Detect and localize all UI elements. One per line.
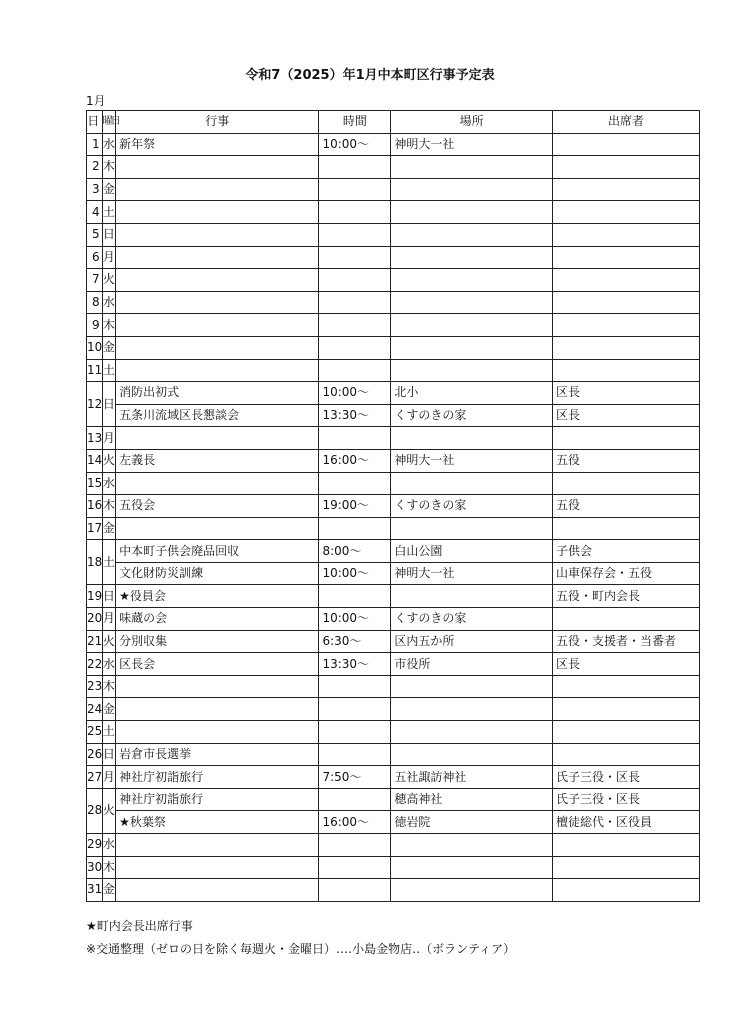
time-cell: 10:00～	[319, 562, 391, 585]
footnote-star: ★町内会長出席行事	[86, 919, 193, 933]
event-cell	[116, 359, 319, 382]
weekday-cell: 土	[102, 721, 116, 744]
event-cell	[116, 427, 319, 450]
attendees-cell	[552, 156, 699, 179]
time-cell: 6:30～	[319, 630, 391, 653]
event-cell: 味蔵の会	[116, 608, 319, 631]
place-cell	[391, 178, 553, 201]
table-row	[87, 201, 700, 224]
event-cell	[116, 517, 319, 540]
day-cell: 17	[87, 517, 103, 540]
header-day: 日	[87, 111, 103, 134]
weekday-cell: 金	[102, 336, 116, 359]
time-cell: 13:30～	[319, 653, 391, 676]
header-place: 場所	[391, 111, 553, 134]
day-cell: 4	[87, 201, 103, 224]
weekday-cell: 水	[102, 133, 116, 156]
table-row	[87, 291, 700, 314]
attendees-cell: 五役	[552, 495, 699, 518]
weekday-cell: 月	[102, 766, 116, 789]
header-row	[87, 111, 700, 134]
table-row	[87, 721, 700, 744]
weekday-cell: 水	[102, 834, 116, 857]
weekday-cell: 水	[102, 653, 116, 676]
table-row	[87, 178, 700, 201]
time-cell: 8:00～	[319, 540, 391, 563]
day-cell: 11	[87, 359, 103, 382]
place-cell	[391, 336, 553, 359]
place-cell: 白山公園	[391, 540, 553, 563]
attendees-cell	[552, 359, 699, 382]
attendees-cell	[552, 336, 699, 359]
header-weekday: 曜日	[102, 111, 116, 134]
weekday-cell: 日	[102, 743, 116, 766]
day-cell: 24	[87, 698, 103, 721]
day-cell: 26	[87, 743, 103, 766]
event-cell: 左義長	[116, 449, 319, 472]
table-row	[87, 449, 700, 472]
place-cell	[391, 291, 553, 314]
place-cell: 神明大一社	[391, 133, 553, 156]
weekday-cell: 金	[102, 517, 116, 540]
day-cell: 12	[87, 382, 103, 427]
table-row	[87, 856, 700, 879]
day-cell: 25	[87, 721, 103, 744]
place-cell: 市役所	[391, 653, 553, 676]
day-cell: 5	[87, 223, 103, 246]
place-cell	[391, 223, 553, 246]
place-cell: 穂高神社	[391, 788, 553, 811]
place-cell: くすのきの家	[391, 608, 553, 631]
event-cell	[116, 721, 319, 744]
attendees-cell: 五役・町内会長	[552, 585, 699, 608]
month-label: 1月	[86, 94, 106, 108]
event-cell: 神社庁初詣旅行	[116, 766, 319, 789]
day-cell: 10	[87, 336, 103, 359]
weekday-cell: 木	[102, 856, 116, 879]
attendees-cell	[552, 223, 699, 246]
weekday-cell: 水	[102, 472, 116, 495]
weekday-cell: 月	[102, 608, 116, 631]
day-cell: 31	[87, 879, 103, 902]
event-cell	[116, 178, 319, 201]
table-row	[87, 223, 700, 246]
place-cell	[391, 269, 553, 292]
time-cell	[319, 585, 391, 608]
time-cell: 7:50～	[319, 766, 391, 789]
attendees-cell: 氏子三役・区長	[552, 766, 699, 789]
attendees-cell	[552, 743, 699, 766]
attendees-cell: 区長	[552, 653, 699, 676]
place-cell	[391, 517, 553, 540]
weekday-cell: 日	[102, 382, 116, 427]
weekday-cell: 土	[102, 540, 116, 585]
attendees-cell	[552, 856, 699, 879]
place-cell: 神明大一社	[391, 562, 553, 585]
day-cell: 21	[87, 630, 103, 653]
day-cell: 20	[87, 608, 103, 631]
page-title: 令和7（2025）年1月中本町区行事予定表	[245, 68, 495, 83]
place-cell	[391, 585, 553, 608]
event-cell	[116, 156, 319, 179]
attendees-cell	[552, 133, 699, 156]
place-cell	[391, 834, 553, 857]
event-cell: 区長会	[116, 653, 319, 676]
weekday-cell: 金	[102, 879, 116, 902]
weekday-cell: 月	[102, 246, 116, 269]
event-cell	[116, 291, 319, 314]
weekday-cell: 木	[102, 314, 116, 337]
table-row	[87, 382, 700, 405]
event-cell	[116, 698, 319, 721]
time-cell	[319, 336, 391, 359]
day-cell: 9	[87, 314, 103, 337]
time-cell	[319, 743, 391, 766]
weekday-cell: 土	[102, 201, 116, 224]
day-cell: 8	[87, 291, 103, 314]
time-cell: 16:00～	[319, 449, 391, 472]
time-cell	[319, 223, 391, 246]
attendees-cell	[552, 721, 699, 744]
table-row	[87, 766, 700, 789]
attendees-cell: 氏子三役・区長	[552, 788, 699, 811]
attendees-cell	[552, 879, 699, 902]
day-cell: 27	[87, 766, 103, 789]
attendees-cell: 区長	[552, 404, 699, 427]
weekday-cell: 月	[102, 427, 116, 450]
attendees-cell	[552, 314, 699, 337]
time-cell: 10:00～	[319, 382, 391, 405]
time-cell	[319, 472, 391, 495]
event-cell: 五役会	[116, 495, 319, 518]
day-cell: 3	[87, 178, 103, 201]
table-row	[87, 540, 700, 563]
weekday-cell: 木	[102, 675, 116, 698]
place-cell: くすのきの家	[391, 495, 553, 518]
table-row	[87, 427, 700, 450]
table-row	[87, 517, 700, 540]
table-row	[87, 314, 700, 337]
place-cell: 区内五か所	[391, 630, 553, 653]
table-row	[87, 585, 700, 608]
attendees-cell: 山車保存会・五役	[552, 562, 699, 585]
attendees-cell: 五役	[552, 449, 699, 472]
table-row	[87, 359, 700, 382]
event-cell: 中本町子供会廃品回収	[116, 540, 319, 563]
header-attendees: 出席者	[552, 111, 699, 134]
day-cell: 14	[87, 449, 103, 472]
time-cell	[319, 201, 391, 224]
table-row	[87, 156, 700, 179]
day-cell: 16	[87, 495, 103, 518]
event-cell	[116, 269, 319, 292]
attendees-cell	[552, 675, 699, 698]
place-cell	[391, 472, 553, 495]
table-row	[87, 653, 700, 676]
event-cell: 新年祭	[116, 133, 319, 156]
place-cell	[391, 721, 553, 744]
event-cell	[116, 879, 319, 902]
time-cell	[319, 291, 391, 314]
place-cell	[391, 743, 553, 766]
day-cell: 28	[87, 788, 103, 833]
event-cell: 神社庁初詣旅行	[116, 788, 319, 811]
table-row	[87, 472, 700, 495]
place-cell	[391, 856, 553, 879]
event-cell	[116, 201, 319, 224]
place-cell: 北小	[391, 382, 553, 405]
weekday-cell: 火	[102, 449, 116, 472]
place-cell	[391, 427, 553, 450]
place-cell	[391, 675, 553, 698]
time-cell	[319, 675, 391, 698]
attendees-cell	[552, 472, 699, 495]
day-cell: 13	[87, 427, 103, 450]
attendees-cell	[552, 178, 699, 201]
weekday-cell: 日	[102, 585, 116, 608]
table-row	[87, 495, 700, 518]
weekday-cell: 火	[102, 630, 116, 653]
weekday-cell: 木	[102, 495, 116, 518]
attendees-cell	[552, 517, 699, 540]
attendees-cell	[552, 608, 699, 631]
table-row	[87, 608, 700, 631]
weekday-cell: 火	[102, 788, 116, 833]
schedule-body	[87, 133, 700, 901]
table-row	[87, 811, 700, 834]
place-cell: 神明大一社	[391, 449, 553, 472]
place-cell	[391, 359, 553, 382]
day-cell: 19	[87, 585, 103, 608]
place-cell	[391, 698, 553, 721]
place-cell	[391, 879, 553, 902]
weekday-cell: 土	[102, 359, 116, 382]
table-row	[87, 269, 700, 292]
attendees-cell	[552, 698, 699, 721]
day-cell: 15	[87, 472, 103, 495]
place-cell	[391, 201, 553, 224]
table-row	[87, 743, 700, 766]
time-cell	[319, 856, 391, 879]
day-cell: 30	[87, 856, 103, 879]
weekday-cell: 金	[102, 698, 116, 721]
event-cell	[116, 223, 319, 246]
day-cell: 6	[87, 246, 103, 269]
time-cell: 10:00～	[319, 608, 391, 631]
attendees-cell	[552, 269, 699, 292]
day-cell: 22	[87, 653, 103, 676]
event-cell	[116, 834, 319, 857]
attendees-cell: 区長	[552, 382, 699, 405]
day-cell: 2	[87, 156, 103, 179]
event-cell: 文化財防災訓練	[116, 562, 319, 585]
time-cell: 16:00～	[319, 811, 391, 834]
table-row	[87, 834, 700, 857]
place-cell	[391, 246, 553, 269]
time-cell	[319, 517, 391, 540]
time-cell	[319, 788, 391, 811]
event-cell	[116, 246, 319, 269]
table-row	[87, 404, 700, 427]
attendees-cell	[552, 427, 699, 450]
event-cell	[116, 336, 319, 359]
attendees-cell	[552, 246, 699, 269]
header-event: 行事	[116, 111, 319, 134]
weekday-cell: 水	[102, 291, 116, 314]
attendees-cell: 子供会	[552, 540, 699, 563]
event-cell: 分別収集	[116, 630, 319, 653]
day-cell: 29	[87, 834, 103, 857]
day-cell: 1	[87, 133, 103, 156]
event-cell	[116, 675, 319, 698]
place-cell: くすのきの家	[391, 404, 553, 427]
header-time: 時間	[319, 111, 391, 134]
schedule-table	[86, 110, 700, 902]
table-row	[87, 675, 700, 698]
event-cell: ★役員会	[116, 585, 319, 608]
weekday-cell: 日	[102, 223, 116, 246]
time-cell	[319, 314, 391, 337]
time-cell	[319, 427, 391, 450]
day-cell: 23	[87, 675, 103, 698]
time-cell: 13:30～	[319, 404, 391, 427]
time-cell	[319, 156, 391, 179]
place-cell	[391, 156, 553, 179]
attendees-cell: 檀徒総代・区役員	[552, 811, 699, 834]
weekday-cell: 火	[102, 269, 116, 292]
event-cell: 消防出初式	[116, 382, 319, 405]
attendees-cell: 五役・支援者・当番者	[552, 630, 699, 653]
event-cell: 五条川流域区長懇談会	[116, 404, 319, 427]
time-cell: 19:00～	[319, 495, 391, 518]
table-row	[87, 562, 700, 585]
table-row	[87, 336, 700, 359]
table-row	[87, 788, 700, 811]
attendees-cell	[552, 201, 699, 224]
attendees-cell	[552, 834, 699, 857]
table-row	[87, 246, 700, 269]
weekday-cell: 木	[102, 156, 116, 179]
time-cell	[319, 269, 391, 292]
time-cell: 10:00～	[319, 133, 391, 156]
time-cell	[319, 879, 391, 902]
time-cell	[319, 246, 391, 269]
table-row	[87, 630, 700, 653]
footnote-traffic: ※交通整理（ゼロの日を除く毎週火・金曜日）‥‥小島金物店‥（ボランティア）	[86, 942, 516, 956]
table-row	[87, 133, 700, 156]
time-cell	[319, 698, 391, 721]
day-cell: 18	[87, 540, 103, 585]
attendees-cell	[552, 291, 699, 314]
place-cell	[391, 314, 553, 337]
time-cell	[319, 178, 391, 201]
place-cell: 徳岩院	[391, 811, 553, 834]
weekday-cell: 金	[102, 178, 116, 201]
table-row	[87, 879, 700, 902]
time-cell	[319, 834, 391, 857]
table-row	[87, 698, 700, 721]
event-cell	[116, 472, 319, 495]
event-cell: ★秋葉祭	[116, 811, 319, 834]
event-cell	[116, 856, 319, 879]
time-cell	[319, 721, 391, 744]
place-cell: 五社諏訪神社	[391, 766, 553, 789]
day-cell: 7	[87, 269, 103, 292]
event-cell: 岩倉市長選挙	[116, 743, 319, 766]
event-cell	[116, 314, 319, 337]
time-cell	[319, 359, 391, 382]
